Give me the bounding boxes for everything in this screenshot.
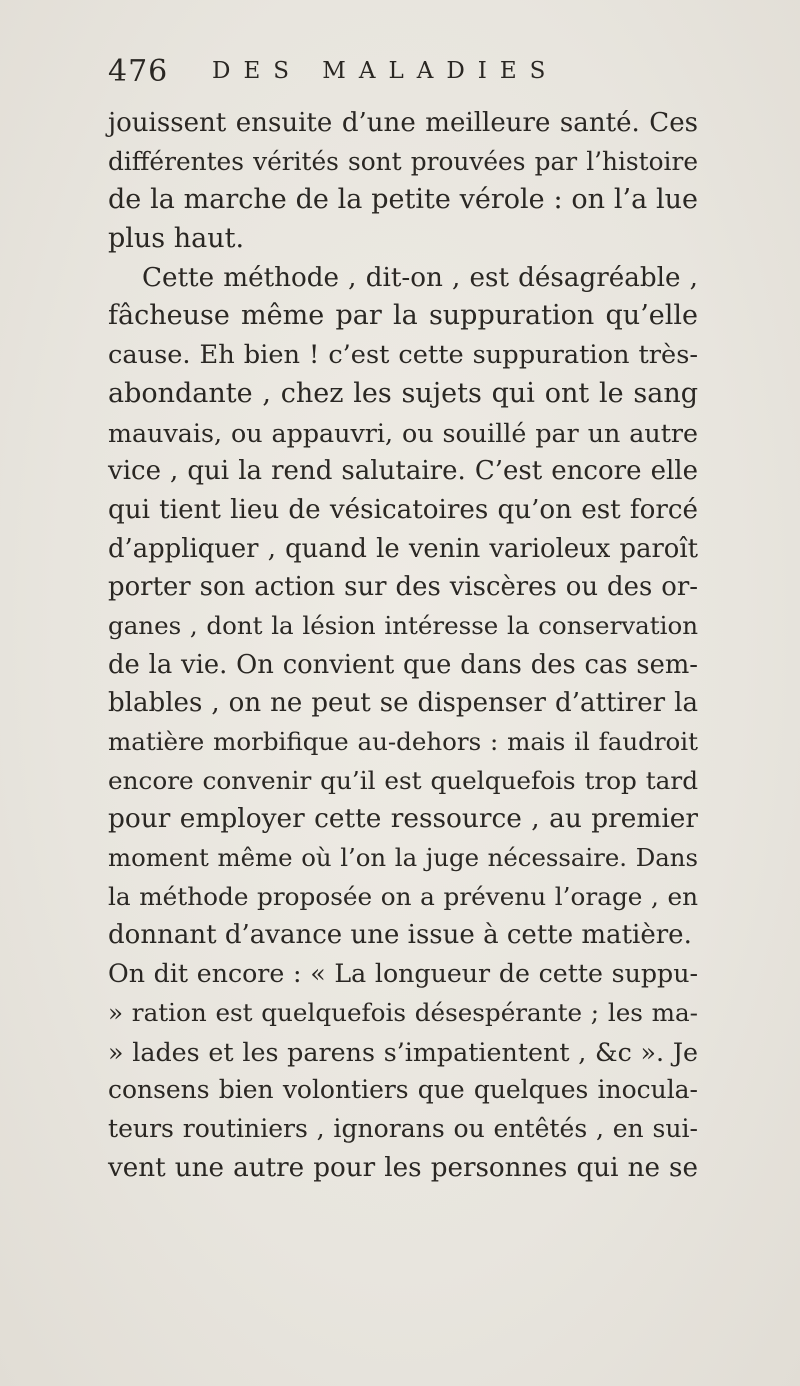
body-text: [108, 104, 698, 1187]
text-line: Cette méthode , dit-on , est désagréable ,: [142, 262, 698, 293]
text-line: fâcheuse même par la suppuration qu’elle: [108, 300, 698, 332]
text-line: vent une autre pour les personnes qui ne se: [108, 1152, 698, 1183]
text-line: pour employer cette ressource , au premier: [108, 804, 698, 835]
text-line: porter son action sur des viscères ou des or-: [108, 572, 698, 603]
text-line: donnant d’avance une issue à cette matière.: [108, 920, 692, 951]
text-line: cause. Eh bien ! c’est cette suppuration très-: [108, 340, 698, 371]
text-line: qui tient lieu de vésicatoires qu’on est forcé: [108, 494, 698, 525]
page-header: [108, 48, 708, 96]
text-line: blables , on ne peut se dispenser d’attirer la: [108, 688, 698, 719]
text-line: matière morbifique au-dehors : mais il faudroit: [108, 727, 698, 756]
text-line: mauvais, ou appauvri, ou souillé par un autre: [108, 417, 698, 448]
text-line: » ration est quelquefois désespérante ; les ma-: [108, 997, 698, 1027]
text-line: teurs routiniers , ignorans ou entêtés , en sui-: [108, 1113, 698, 1143]
text-line: jouissent ensuite d’une meilleure santé. Ces: [108, 108, 698, 138]
text-line: consens bien volontiers que quelques inocula-: [108, 1075, 698, 1105]
text-line: abondante , chez les sujets qui ont le sang: [108, 377, 698, 409]
text-line: de la marche de la petite vérole : on l’a lue: [108, 184, 698, 216]
page-number: 476: [108, 54, 169, 89]
text-line: vice , qui la rend salutaire. C’est encore elle: [108, 456, 698, 487]
text-line: différentes vérités sont prouvées par l’histoire: [108, 146, 698, 176]
text-line: On dit encore : « La longueur de cette suppu-: [108, 959, 698, 989]
text-line: plus haut.: [108, 223, 245, 255]
text-line: encore convenir qu’il est quelquefois trop tard: [108, 765, 698, 795]
text-line: ganes , dont la lésion intéresse la conservation: [108, 610, 698, 640]
text-line: » lades et les parens s’impatientent , &c ». Je: [108, 1036, 698, 1067]
text-line: de la vie. On convient que dans des cas sem-: [108, 649, 698, 680]
text-line: moment même où l’on la juge nécessaire. Dans: [108, 843, 698, 873]
text-line: d’appliquer , quand le venin varioleux paroît: [108, 533, 698, 564]
text-line: la méthode proposée on a prévenu l’orage , en: [108, 881, 698, 911]
running-head: DES MALADIES: [212, 58, 559, 84]
